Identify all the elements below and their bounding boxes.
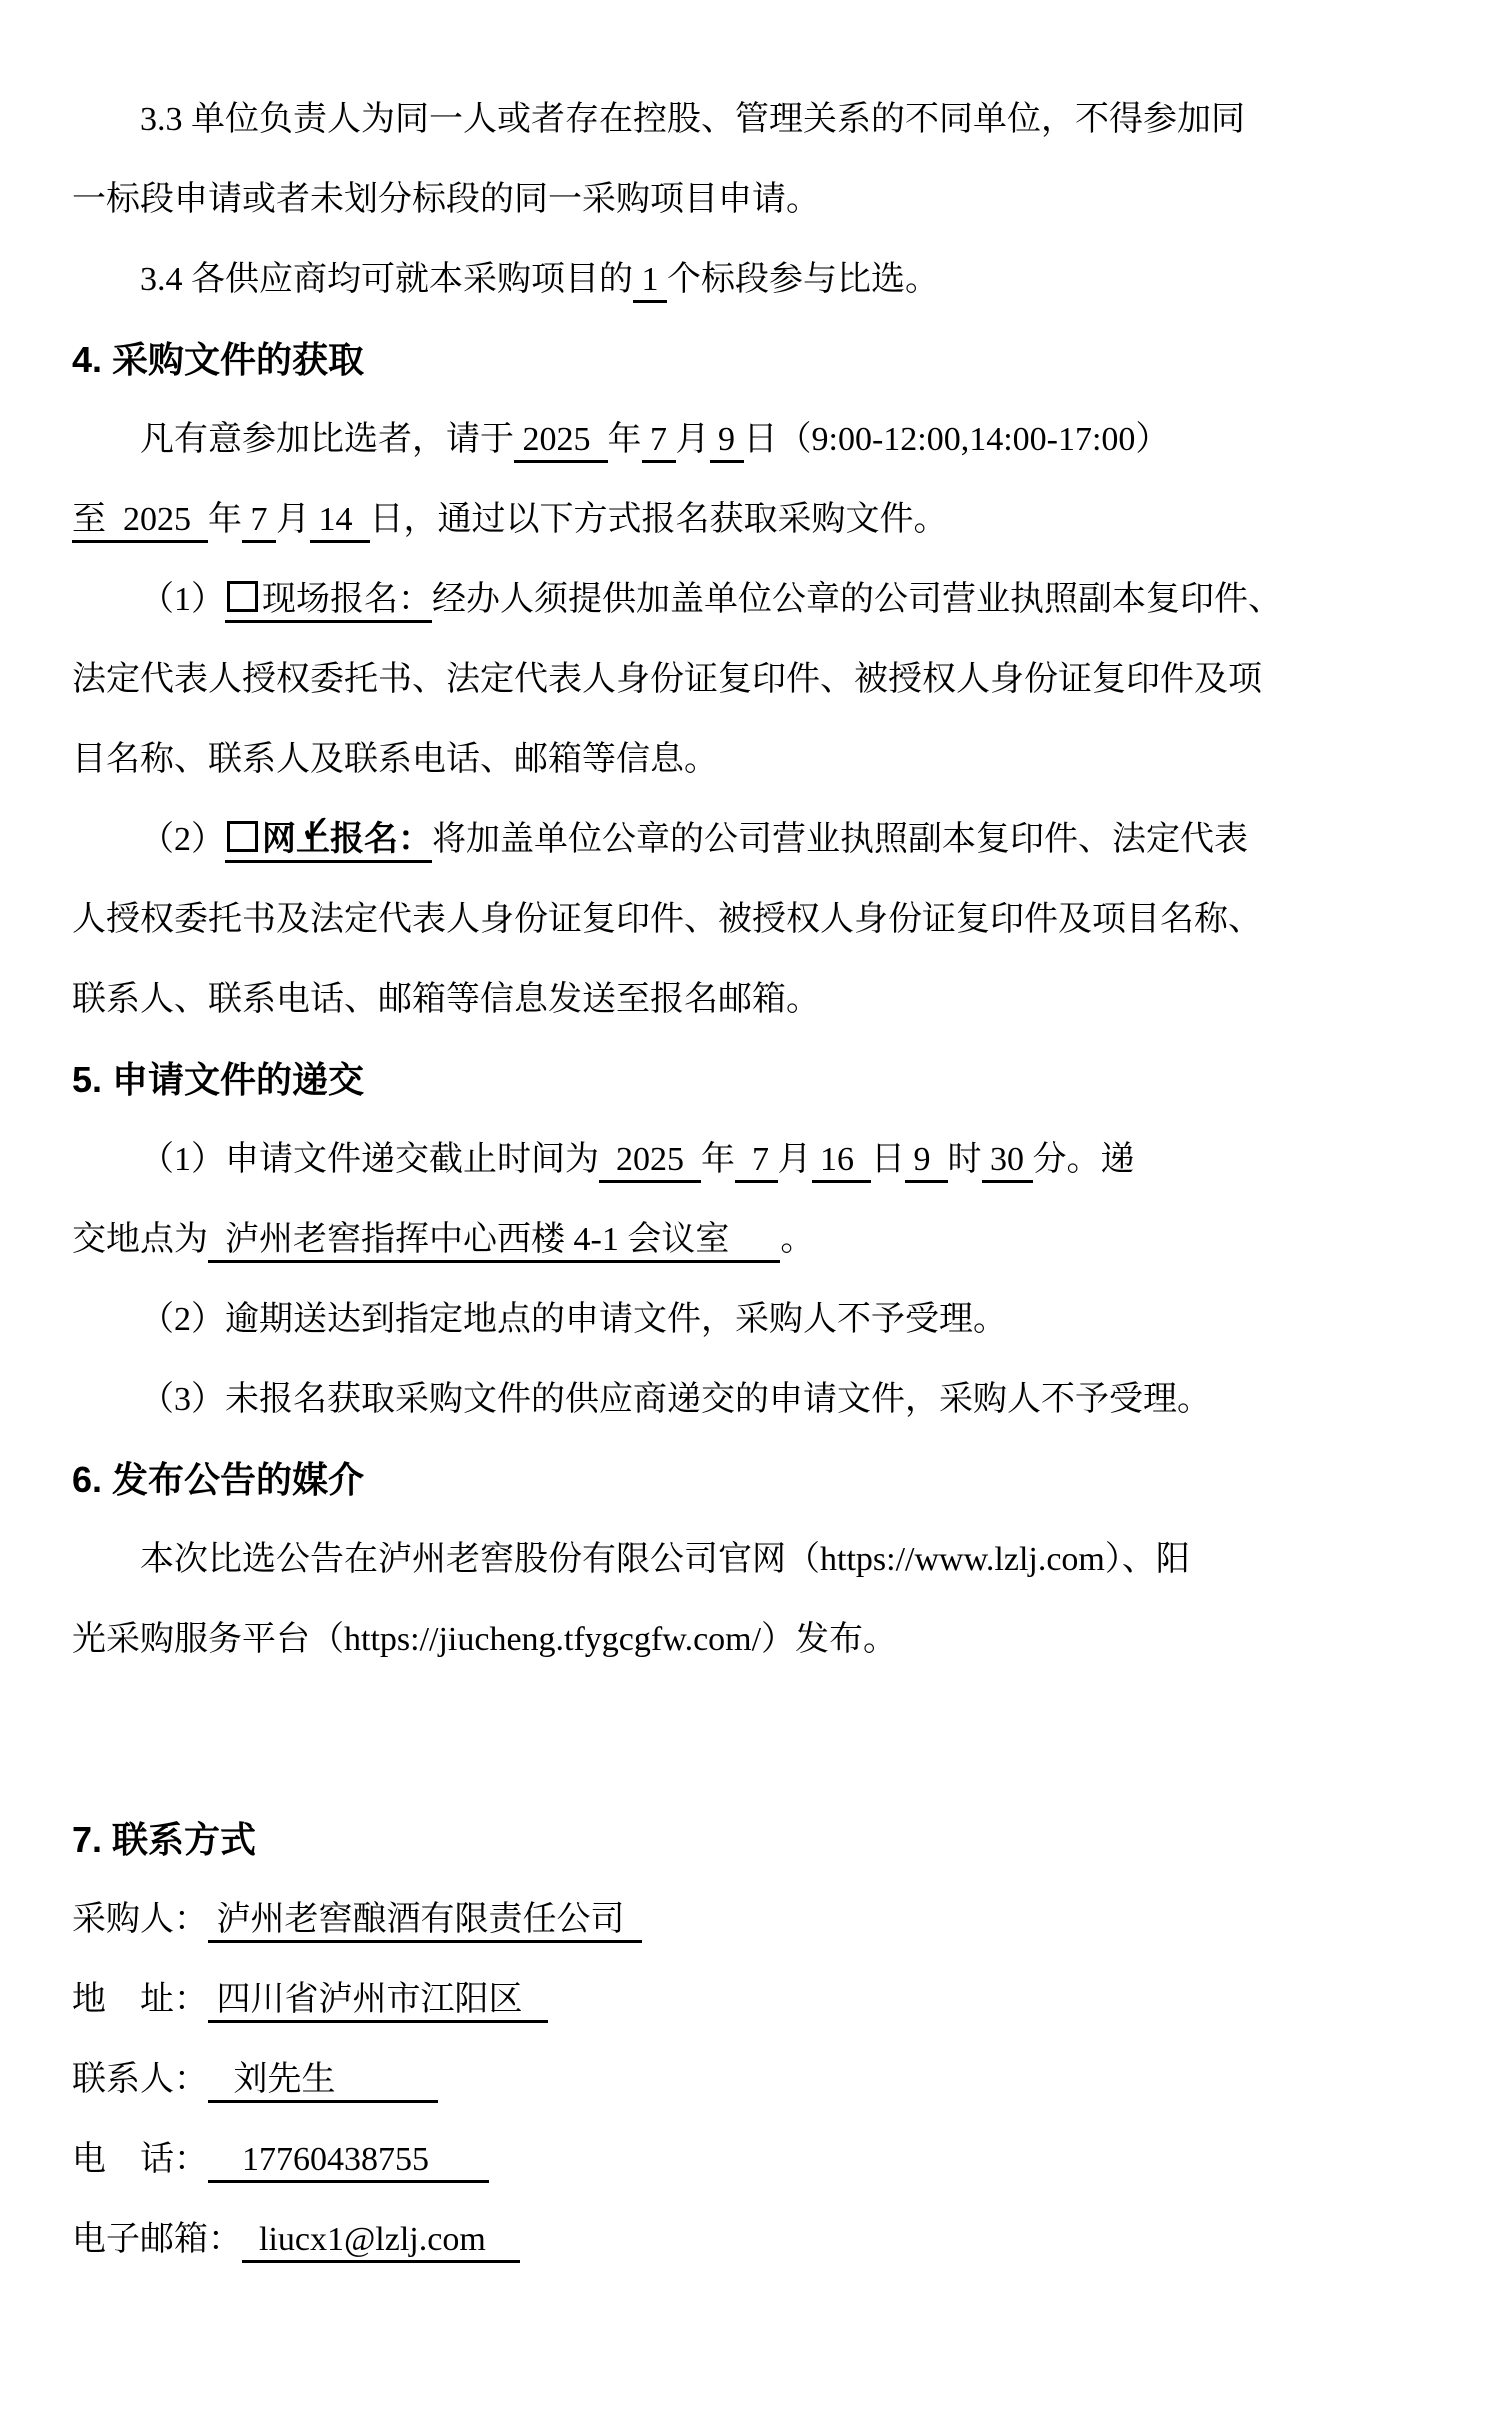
obtain-start-year-value: 2025 [514, 421, 608, 463]
clause-3-4-text-end: 个标段参与比选。 [667, 261, 939, 298]
buyer-row [72, 1880, 1434, 1960]
year-label: 年 [607, 421, 642, 458]
obtain-end-year-value: 2025 [106, 501, 208, 543]
submission-deadline-line [72, 1120, 1434, 1200]
publish-media-line-2: 光采购服务平台（https://jiucheng.tfygcgfw.com/）发布。 [72, 1621, 898, 1658]
address-row [72, 1960, 1434, 2040]
registration-onsite-line-3: 目名称、联系人及联系电话、邮箱等信息。 [72, 741, 718, 778]
obtain-end-day-value: 14 [310, 501, 370, 543]
month-label: 月 [777, 1141, 812, 1178]
obtain-end-month-value: 7 [242, 501, 276, 543]
onsite-registration-checkbox-unchecked-icon [227, 581, 258, 612]
clause-5-2-line: （2）逾期送达到指定地点的申请文件，采购人不予受理。 [140, 1301, 1007, 1338]
section-4-heading: 4. 采购文件的获取 [72, 339, 365, 380]
deadline-month-value: 7 [735, 1141, 778, 1183]
obtain-line-1-text: 凡有意参加比选者，请于 [140, 421, 514, 458]
contact-person-value: 刘先生 [208, 2061, 438, 2103]
clause-3-4-text: 3.4 各供应商均可就本采购项目的 [140, 261, 633, 298]
deadline-day-value: 16 [812, 1141, 872, 1183]
address-label: 地 址： [72, 1981, 208, 2018]
online-registration-label: 网上报名： [262, 821, 432, 858]
month-label: 月 [276, 501, 310, 538]
obtain-period-line-1 [72, 400, 1434, 480]
email-label: 电子邮箱： [72, 2221, 242, 2258]
online-registration-text: 将加盖单位公章的公司营业执照副本复印件、法定代表 [432, 821, 1248, 858]
deadline-text: （1）申请文件递交截止时间为 [140, 1141, 599, 1178]
deadline-year-value: 2025 [599, 1141, 701, 1183]
registration-online-line-1 [72, 800, 1434, 880]
online-registration-checkbox-checked-icon [227, 821, 258, 852]
obtain-period-line-2 [72, 480, 1434, 560]
contact-person-row [72, 2040, 1434, 2120]
onsite-registration-text: 经办人须提供加盖单位公章的公司营业执照副本复印件、 [432, 581, 1282, 618]
obtain-until-label: 至 [72, 501, 106, 543]
obtain-start-month-value: 7 [642, 421, 676, 463]
registration-onsite-line-2: 法定代表人授权委托书、法定代表人身份证复印件、被授权人身份证复印件及项 [72, 661, 1262, 698]
clause-5-3-line: （3）未报名获取采购文件的供应商递交的申请文件，采购人不予受理。 [140, 1381, 1211, 1418]
registration-online-line-3: 联系人、联系电话、邮箱等信息发送至报名邮箱。 [72, 981, 820, 1018]
buyer-value: 泸州老窖酿酒有限责任公司 [208, 1901, 642, 1943]
submission-venue-line [72, 1200, 1434, 1280]
address-value: 四川省泸州市江阳区 [208, 1981, 548, 2023]
registration-onsite-line-1 [72, 560, 1434, 640]
venue-value: 泸州老窖指挥中心西楼 4-1 会议室 [208, 1221, 780, 1263]
phone-value: 17760438755 [208, 2141, 489, 2183]
buyer-label: 采购人： [72, 1901, 208, 1938]
contact-person-label: 联系人： [72, 2061, 208, 2098]
clause-3-3-line-2: 一标段申请或者未划分标段的同一采购项目申请。 [72, 181, 820, 218]
obtain-start-day-value: 9 [710, 421, 744, 463]
hour-label: 时 [947, 1141, 982, 1178]
email-row [72, 2200, 1434, 2280]
registration-online-line-2: 人授权委托书及法定代表人身份证复印件、被授权人身份证复印件及项目名称、 [72, 901, 1262, 938]
section-7-heading: 7. 联系方式 [72, 1819, 257, 1860]
phone-row [72, 2120, 1434, 2200]
month-label: 月 [675, 421, 710, 458]
item-1-number: （1） [140, 581, 225, 618]
venue-text-end: 。 [780, 1221, 815, 1258]
clause-3-4-line [72, 240, 1434, 320]
onsite-registration-label: 现场报名： [262, 581, 432, 618]
day-label: 日 [871, 1141, 905, 1178]
phone-label: 电 话： [72, 2141, 208, 2178]
year-label: 年 [701, 1141, 735, 1178]
item-2-number: （2） [140, 821, 225, 858]
deadline-hour-value: 9 [905, 1141, 948, 1183]
section-5-heading: 5. 申请文件的递交 [72, 1059, 365, 1100]
obtain-line-2-text: 日，通过以下方式报名获取采购文件。 [369, 501, 948, 538]
email-value: liucx1@lzlj.com [242, 2221, 520, 2263]
venue-text: 交地点为 [72, 1221, 208, 1258]
minute-label: 分。递 [1032, 1141, 1135, 1178]
deadline-minute-value: 30 [982, 1141, 1033, 1183]
lot-count-value: 1 [633, 261, 667, 303]
clause-3-3-line-1: 3.3 单位负责人为同一人或者存在控股、管理关系的不同单位，不得参加同 [140, 101, 1245, 138]
year-label: 年 [208, 501, 242, 538]
section-6-heading: 6. 发布公告的媒介 [72, 1459, 365, 1500]
obtain-time-window: 日（9:00-12:00,14:00-17:00） [743, 421, 1170, 458]
publish-media-line-1: 本次比选公告在泸州老窖股份有限公司官网（https://www.lzlj.com）、阳 [140, 1541, 1190, 1578]
